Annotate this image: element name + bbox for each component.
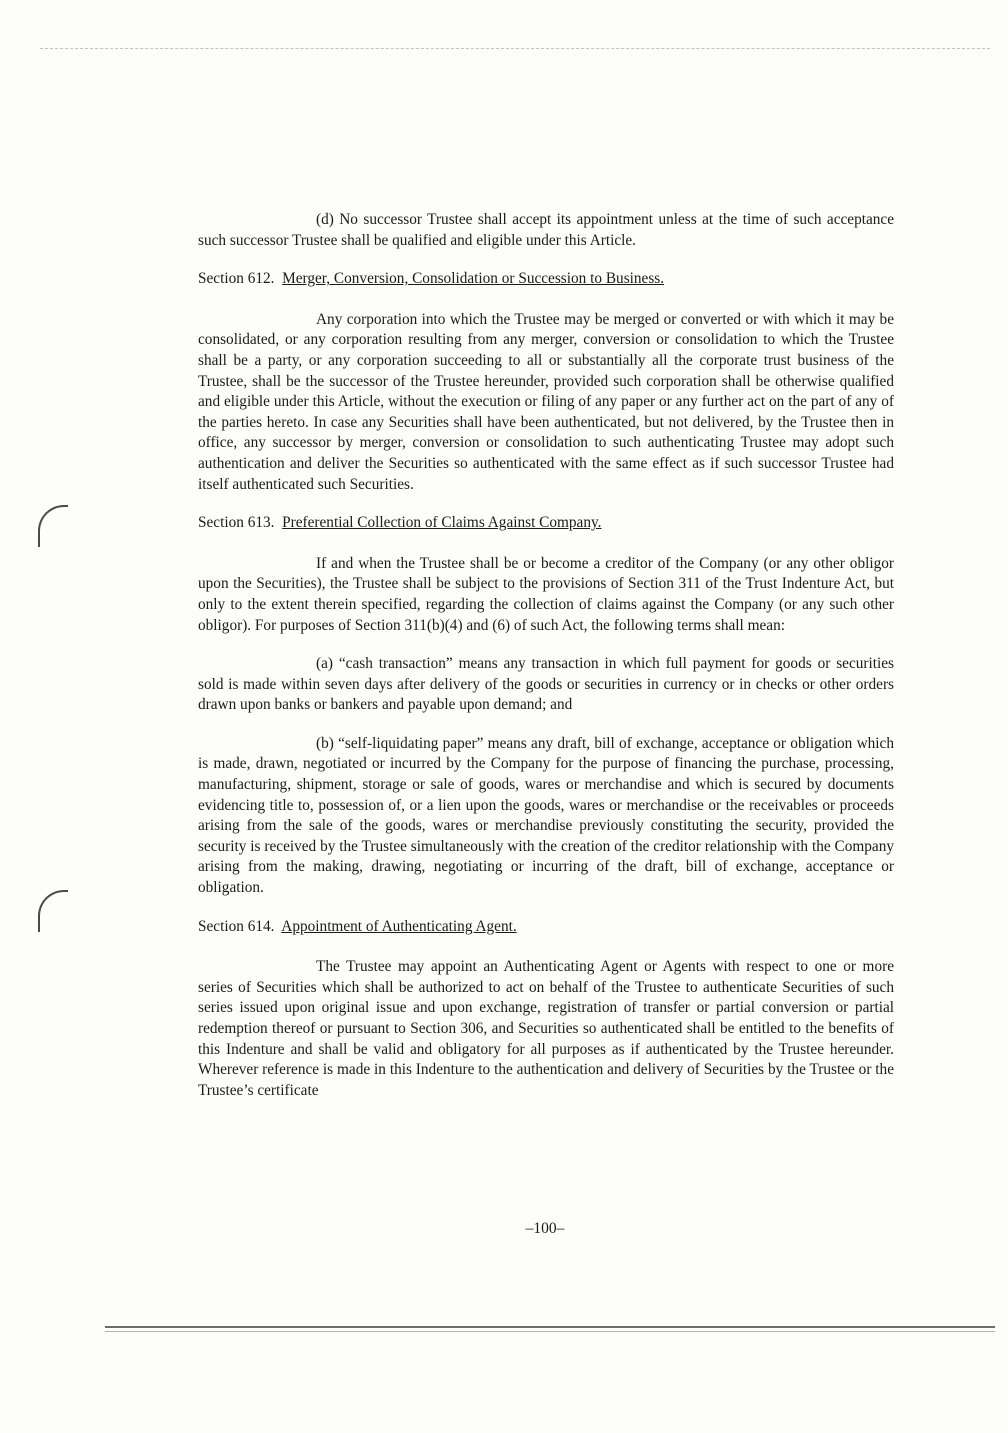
section-614-title: Appointment of Authenticating Agent. [281,917,517,935]
binder-hole-mark [38,505,68,547]
section-613-paragraph: If and when the Trustee shall be or become a creditor of the Company (or any other obligor upon the Securities), the Trustee shall be subject to the provisions of Section 311 of the Trust Indenture Act, but only to the extent therein specified, regarding the collection of claims against the Company (or any such other obligor). For purposes of Section 311(b)(4) and (6) of such Act, the following terms shall mean: [198,554,894,634]
section-613-clause-b: (b) “self-liquidating paper” means any draft, bill of exchange, acceptance or obligation which is made, drawn, negotiated or incurred by the Company for the purpose of financing the purchase, processing, manufacturing, shipment, storage or sale of goods, wares or merchandise and which is secured by documents evidencing title to, possession of, or a lien upon the goods, wares or merchandise or the receivables or proceeds arising from the sale of the goods, wares or merchandise previously constituting the security, provided the security is received by the Trustee simultaneously with the creation of the creditor relationship with the Company arising from the making, drawing, negotiating or incurring of the draft, bill of exchange, acceptance or obligation. [198,734,894,897]
section-612-heading [198,269,894,290]
scan-top-rule [40,48,990,49]
paragraph-d: (d) No successor Trustee shall accept its appointment unless at the time of such acceptance such successor Trustee shall be qualified and eligible under this Article. [198,211,894,249]
section-612-number: Section 612. [198,270,275,288]
section-613-number: Section 613. [198,514,275,532]
section-613-heading [198,513,894,534]
scan-bottom-rule [105,1326,995,1328]
document-body [198,210,894,1101]
section-613-clause-a: (a) “cash transaction” means any transaction in which full payment for goods or securities sold is made within seven days after delivery of the goods or securities in currency or in checks or other orders drawn upon banks or bankers and payable upon demand; and [198,655,894,714]
section-614-paragraph: The Trustee may appoint an Authenticating Agent or Agents with respect to one or more series of Securities which shall be authorized to act on behalf of the Trustee to authenticate Securities of such series issued upon original issue and upon exchange, registration of transfer or partial conversion or partial redemption thereof or pursuant to Section 306, and Securities so authenticated shall be entitled to the benefits of this Indenture and shall be valid and obligatory for all purposes as if authenticated by the Trustee hereunder. Wherever reference is made in this Indenture to the authentication and delivery of Securities by the Trustee or the Trustee’s certificate [198,958,894,1099]
section-614-number: Section 614. [198,917,275,935]
page-number: –100– [525,1220,565,1237]
binder-hole-mark [38,890,68,932]
section-612-paragraph: Any corporation into which the Trustee may be merged or converted or with which it may be consolidated, or any corporation resulting from any merger, conversion or consolidation to which the Trustee shall be a party, or any corporation succeeding to all or substantially all the corporate trust business of the Trustee, shall be the successor of the Trustee hereunder, provided such corporation shall be otherwise qualified and eligible under this Article, without the execution or filing of any paper or any further act on the part of any of the parties hereto. In case any Securities shall have been authenticated, but not delivered, by the Trustee then in office, any successor by merger, conversion or consolidation to such authenticating Trustee may adopt such authentication and deliver the Securities so authenticated with the same effect as if such successor Trustee had itself authenticated such Securities. [198,310,894,493]
section-613-title: Preferential Collection of Claims Against Company. [282,514,602,532]
scan-bottom-rule [105,1331,995,1332]
section-612-title: Merger, Conversion, Consolidation or Succession to Business. [282,270,665,288]
section-614-heading [198,917,894,938]
